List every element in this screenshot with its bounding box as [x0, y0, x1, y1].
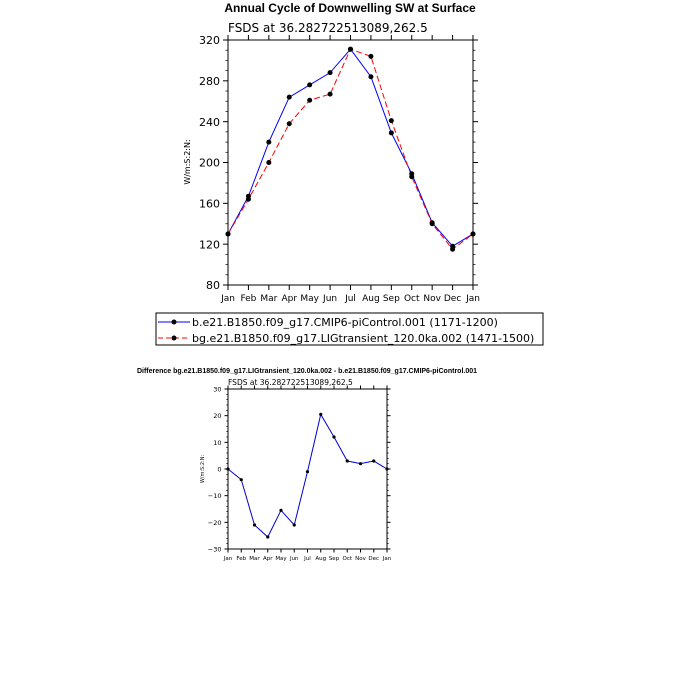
x-tick-label: Feb [240, 294, 257, 304]
data-point-series-1 [385, 467, 388, 470]
y-tick-label: 20 [213, 412, 222, 421]
x-tick-label: Oct [403, 294, 420, 304]
series-line-1 [228, 414, 387, 537]
legend-marker-series-2 [172, 336, 177, 341]
y-tick-label: 200 [199, 156, 220, 170]
data-point-series-1 [279, 509, 282, 512]
y-tick-label: 240 [199, 115, 220, 129]
data-point-series-1 [293, 523, 296, 526]
data-point-series-2 [368, 54, 373, 59]
data-point-series-1 [372, 459, 375, 462]
x-tick-label: Mar [260, 294, 278, 304]
data-point-series-1 [346, 459, 349, 462]
chart-title: Annual Cycle of Downwelling SW at Surface [224, 1, 476, 15]
data-point-series-2 [226, 231, 231, 236]
x-tick-label: Jan [223, 556, 233, 562]
data-point-series-2 [307, 98, 312, 103]
x-tick-label: Sep [328, 556, 340, 562]
y-tick-label: 160 [199, 197, 220, 211]
legend-marker-series-1 [172, 320, 177, 325]
y-tick-label: 280 [199, 75, 220, 89]
data-point-series-1 [266, 535, 269, 538]
data-point-series-2 [328, 92, 333, 97]
x-tick-label: May [275, 556, 287, 562]
y-tick-label: −30 [207, 545, 222, 554]
x-tick-label: Sep [382, 294, 400, 304]
x-tick-label: Jun [323, 294, 338, 304]
x-tick-label: Jan [466, 294, 480, 304]
plot-frame [228, 389, 387, 549]
x-tick-label: Dec [368, 556, 380, 562]
x-tick-label: Oct [342, 556, 353, 562]
data-point-series-1 [240, 478, 243, 481]
x-tick-label: Aug [315, 556, 327, 562]
x-tick-label: Jan [382, 556, 392, 562]
series-line-2 [228, 49, 473, 249]
data-point-series-1 [287, 95, 292, 100]
x-tick-label: Jun [289, 556, 299, 562]
data-point-series-2 [450, 247, 455, 252]
data-point-series-1 [319, 413, 322, 416]
data-point-series-1 [359, 462, 362, 465]
data-point-series-2 [348, 47, 353, 52]
x-tick-label: Apr [281, 294, 298, 304]
data-point-series-2 [389, 118, 394, 123]
y-tick-label: 10 [213, 438, 222, 447]
data-point-series-1 [328, 70, 333, 75]
x-tick-label: Nov [355, 556, 366, 562]
data-point-series-2 [409, 174, 414, 179]
series-line-1 [228, 49, 473, 246]
data-point-series-1 [306, 470, 309, 473]
y-axis-label: W/m:S:2:N: [183, 139, 192, 185]
data-point-series-2 [287, 121, 292, 126]
x-tick-label: Nov [423, 294, 441, 304]
data-point-series-1 [389, 130, 394, 135]
legend [156, 313, 543, 345]
y-tick-label: 30 [213, 385, 222, 394]
x-tick-label: Jul [304, 556, 311, 562]
plot-frame [228, 40, 473, 285]
y-tick-label: −20 [207, 518, 222, 527]
x-tick-label: Aug [362, 294, 380, 304]
x-tick-label: May [300, 294, 319, 304]
y-tick-label: 0 [217, 465, 222, 474]
legend-label-series-2: bg.e21.B1850.f09_g17.LIGtransient_120.0ka.002 (1471-1500) [192, 332, 535, 345]
difference-chart [137, 368, 477, 562]
x-tick-label: Dec [443, 294, 462, 304]
data-point-series-1 [226, 467, 229, 470]
chart-subtitle: FSDS at 36.282722513089,262.5 [228, 21, 428, 35]
y-tick-label: 320 [199, 34, 220, 48]
data-point-series-1 [253, 523, 256, 526]
x-tick-label: Apr [262, 556, 273, 562]
y-tick-label: 120 [199, 238, 220, 252]
data-point-series-1 [368, 74, 373, 79]
data-point-series-2 [430, 221, 435, 226]
data-point-series-2 [266, 160, 271, 165]
data-point-series-1 [307, 82, 312, 87]
x-tick-label: Jan [221, 294, 235, 304]
data-point-series-2 [246, 197, 251, 202]
x-tick-label: Jul [345, 294, 356, 304]
y-tick-label: −10 [207, 492, 222, 501]
data-point-series-1 [266, 140, 271, 145]
x-tick-label: Mar [249, 556, 260, 562]
y-axis-label: W/m:S:2:N: [200, 454, 206, 484]
chart-subtitle: FSDS at 36.282722513089,262.5 [228, 378, 353, 387]
legend-label-series-1: b.e21.B1850.f09_g17.CMIP6-piControl.001 (1171-1200) [192, 316, 498, 329]
x-tick-label: Feb [236, 556, 247, 562]
data-point-series-2 [471, 231, 476, 236]
y-tick-label: 80 [206, 279, 220, 293]
data-point-series-1 [332, 435, 335, 438]
annual-cycle-chart [156, 1, 543, 345]
chart-title: Difference bg.e21.B1850.f09_g17.LIGtransient_120.0ka.002 - b.e21.B1850.f09_g17.CMIP6-piControl.001 [136, 368, 478, 375]
